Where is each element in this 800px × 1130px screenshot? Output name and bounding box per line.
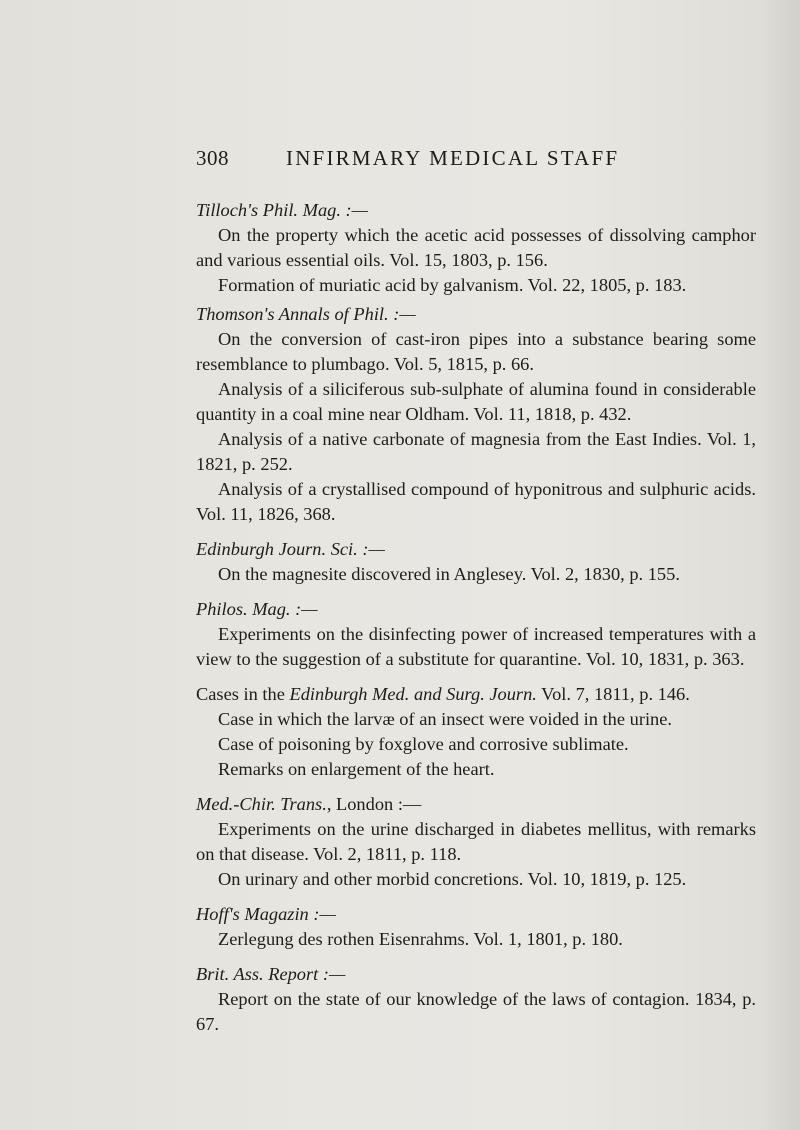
list-item: Experiments on the disinfecting power of increased temperatures with a view to the suggestion of a substitute for quarantine. Vol. 10, 1831, p. 363.: [196, 624, 756, 669]
source-group-brit-ass: [196, 962, 756, 1037]
source-group-tilloch: [196, 198, 756, 298]
med-chir-place: , London :—: [326, 794, 422, 814]
source-group-philos-mag: [196, 597, 756, 672]
source-group-thomson: [196, 302, 756, 527]
source-title: [196, 792, 756, 817]
source-group-edinburgh-journ: [196, 537, 756, 587]
source-group-hoff: [196, 902, 756, 952]
source-title: Hoff's Magazin :—: [196, 904, 336, 924]
source-title: Tilloch's Phil. Mag. :—: [196, 200, 369, 220]
list-item: On the property which the acetic acid possesses of dissolving camphor and various essential oils. Vol. 15, 1803, p. 156.: [196, 225, 756, 270]
cases-lead: Cases in the: [196, 684, 290, 704]
list-item: Zerlegung des rothen Eisenrahms. Vol. 1, 1801, p. 180.: [218, 929, 623, 949]
source-group-med-chir: [196, 792, 756, 892]
page-number: 308: [196, 146, 229, 170]
cases-heading: [196, 682, 756, 707]
list-item: Analysis of a crystallised compound of hyponitrous and sulphuric acids. Vol. 11, 1826, 368.: [196, 479, 756, 524]
cases-citation: Vol. 7, 1811, p. 146.: [536, 684, 690, 704]
list-item: On the magnesite discovered in Anglesey. Vol. 2, 1830, p. 155.: [218, 564, 680, 584]
running-head: INFIRMARY MEDICAL STAFF: [286, 146, 620, 170]
list-item: Remarks on enlargement of the heart.: [218, 759, 495, 779]
list-item: Experiments on the urine discharged in diabetes mellitus, with remarks on that disease. Vol. 2, 1811, p. 118.: [196, 819, 756, 864]
med-chir-title: Med.-Chir. Trans.: [196, 794, 327, 814]
list-item: Case of poisoning by foxglove and corrosive sublimate.: [218, 734, 629, 754]
source-title: Thomson's Annals of Phil. :—: [196, 304, 416, 324]
list-item: On the conversion of cast-iron pipes into a substance bearing some resemblance to plumbago. Vol. 5, 1815, p. 66.: [196, 329, 756, 374]
source-title: Brit. Ass. Report :—: [196, 964, 346, 984]
source-group-cases: [196, 682, 756, 782]
list-item: Formation of muriatic acid by galvanism. Vol. 22, 1805, p. 183.: [218, 275, 687, 295]
list-item: Report on the state of our knowledge of the laws of contagion. 1834, p. 67.: [196, 989, 756, 1034]
list-item: On urinary and other morbid concretions. Vol. 10, 1819, p. 125.: [218, 869, 687, 889]
source-title: Philos. Mag. :—: [196, 599, 318, 619]
bibliography-list: [196, 198, 756, 1037]
list-item: Case in which the larvæ of an insect were voided in the urine.: [218, 709, 673, 729]
cases-journal: Edinburgh Med. and Surg. Journ.: [289, 684, 537, 704]
source-title: Edinburgh Journ. Sci. :—: [196, 539, 385, 559]
list-item: Analysis of a native carbonate of magnesia from the East Indies. Vol. 1, 1821, p. 252.: [196, 429, 756, 474]
page-header: [196, 146, 756, 176]
list-item: Analysis of a siliciferous sub-sulphate of alumina found in considerable quantity in a coal mine near Oldham. Vol. 11, 1818, p. 432.: [196, 379, 756, 424]
page-edge-shadow: [760, 0, 800, 1130]
